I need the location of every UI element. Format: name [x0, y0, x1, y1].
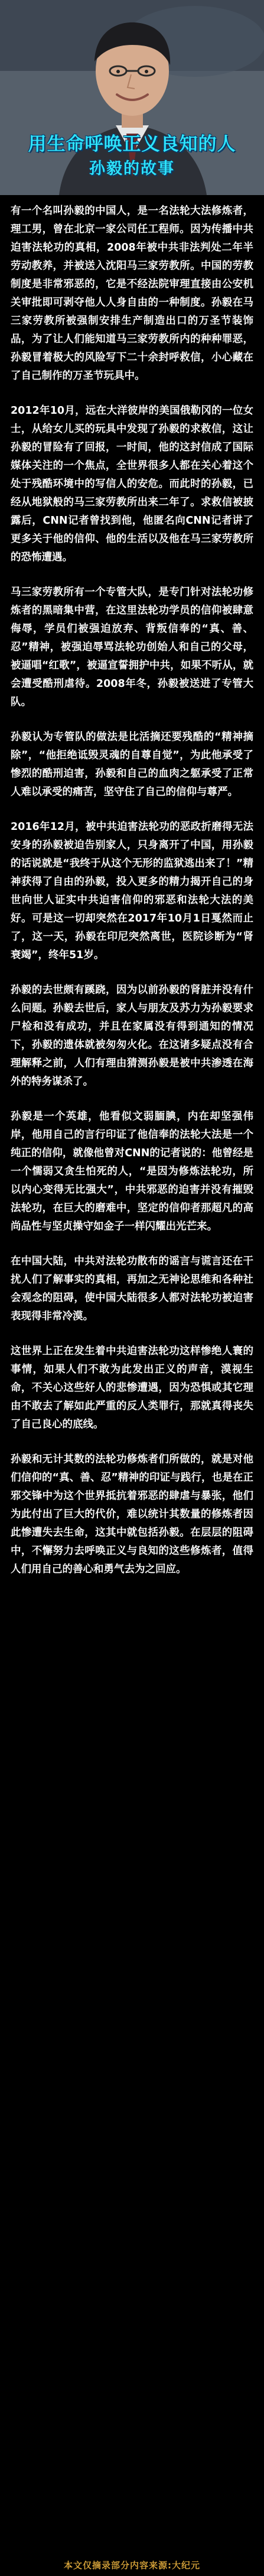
paragraph-escape: 2016年12月，被中共迫害法轮功的恶政折磨得无法安身的孙毅被迫告别家人，只身离开了中国，用孙毅的话说就是“我终于从这个无形的监狱逃出来了！”精神获得了自由的孙毅，投入更多的精力揭开自己的身世向世人证实中共迫害信仰的邪恶和法轮大法的美好。可是这一切却突然在2017年10月1日戛然而止了，这一天，孙毅在印尼突然离世，医院诊断为“肾衰竭”，终年51岁。 — [11, 821, 253, 961]
paragraph-conscience: 这世界上正在发生着中共迫害法轮功这样惨绝人寰的事情，如果人们不敢为此发出正义的声音，漠视生命，不关心这些好人的悲惨遭遇，因为恐惧或其它理由不敢去了解如此严重的反人类罪行，那就真得丧失了自己良心的底线。 — [11, 1345, 253, 1430]
source-credit: 本文仅摘录部分内容来源:大纪元 — [63, 2560, 200, 2571]
paragraph-intro: 有一个名叫孙毅的中国人，是一名法轮大法修炼者，理工男，曾在北京一家公司任工程师。因为传播中共迫害法轮功的真相，2008年被中共非法判处二年半劳动教养，并被送入沈阳马三家劳教所。中国的劳教制度是非常邪恶的，它是不经法院审理直接由公安机关审批即可剥夺他人人身自由的一种制度。孙毅在马三家劳教所被强制安排生产制造出口的万圣节装饰品，为了让人们能知道马三家劳教所内的种种罪恶，孙毅冒着极大的风险写下二十余封呼救信，小心藏在了自己制作的万圣节玩具中。 — [11, 205, 253, 382]
paragraph-suspicious-death: 孙毅的去世颇有蹊跷，因为以前孙毅的肾脏并没有什么问题。孙毅去世后，家人与朋友及苏力为孙毅要求尸检和没有成功，并且在家属没有得到通知的情况下，孙毅的遗体就被匆匆火化。在这诸多疑点没有合理解释之前，人们有理由猜测孙毅是被中共渗透在海外的特务谋杀了。 — [11, 984, 253, 1088]
paragraph-closing: 孙毅和无计其数的法轮功修炼者们所做的，就是对他们信仰的“真、善、忍”精神的印证与践行，也是在正邪交锋中为这个世界抵抗着邪恶的肆虐与暴张，他们为此付出了巨大的代价，难以统计其数量的修炼者因此惨遭失去生命，这其中就包括孙毅。在层层的阻碍中，不懈努力去呼唤正义与良知的这些修炼者，值得人们用自己的善心和勇气去为之回应。 — [11, 1454, 253, 1575]
hero-subtitle: 孙毅的故事 — [89, 160, 175, 178]
article-body — [0, 195, 264, 1579]
hero-banner — [0, 0, 264, 195]
paragraph-letter-found: 2012年10月，远在大洋彼岸的美国俄勒冈的一位女士，从给女儿买的玩具中发现了孙毅的求救信，这让孙毅的冒险有了回报，一时间，他的这封信成了国际媒体关注的一个焦点，全世界很多人都在关心着这个处于残酷环境中的写信人的安危。而此时的孙毅，已经从地狱般的马三家劳教所出来二年了。求救信被披露后，CNN记者曾找到他，他匿名向CNN记者讲了更多关于他的信仰、他的生活以及他在马三家劳教所的恐怖遭遇。 — [11, 405, 253, 563]
paragraph-mainland: 在中国大陆，中共对法轮功散布的谣言与谎言还在干扰人们了解事实的真相，再加之无神论思维和各种社会观念的阻碍，使中国大陆很多人都对法轮功被迫害表现得非常冷漠。 — [11, 1255, 253, 1322]
paragraph-special-team: 马三家劳教所有一个专管大队，是专门针对法轮功修炼者的黑暗集中营，在这里法轮功学员的信仰被肆意侮辱，学员们被强迫放弃、背叛信奉的“真、善、忍”精神，被强迫辱骂法轮功创始人和自己的父母，被逼唱“红歌”，被逼宣誓拥护中共，如果不听从，就会遭受酷刑虐待。2008年冬，孙毅被送进了专管大队。 — [11, 586, 253, 708]
paragraph-hero: 孙毅是一个英雄，他看似文弱腼腆，内在却坚强伟岸，他用自己的言行印证了他信奉的法轮大法是一个纯正的信仰，就像他曾对CNN的记者说的：他曾经是一个懦弱又贪生怕死的人，“是因为修炼法轮功，所以内心变得无比强大”，中共邪恶的迫害并没有摧毁法轮功，在巨大的磨难中，坚定的信仰者那超凡的高尚品性与坚贞操守如金子一样闪耀出光芒来。 — [11, 1111, 253, 1232]
paragraph-spiritual-removal: 孙毅认为专管队的做法是比活摘还要残酷的“精神摘除”，“他拒绝诋毁灵魂的自尊自觉”，为此他承受了惨烈的酷刑迫害，孙毅和自己的血肉之躯承受了正常人难以承受的痛苦，坚守住了自己的信仰与尊严。 — [11, 731, 253, 798]
hero-title: 用生命呼唤正义良知的人 — [28, 134, 236, 155]
